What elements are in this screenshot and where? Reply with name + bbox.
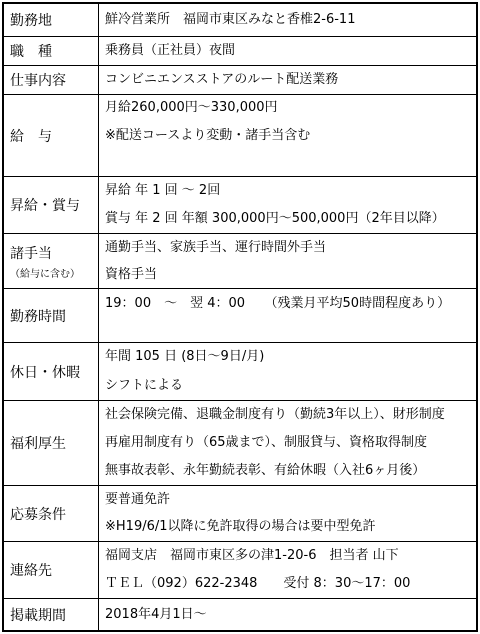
posting-period-label: 掲載期間 <box>4 599 99 630</box>
row-salary <box>4 95 476 177</box>
contact-value: 福岡支店 福岡市東区多の津1-20-6 担当者 山下 ＴＥＬ（092）622-2348 受付 8：30～17：00 <box>105 548 411 591</box>
benefits-value: 社会保険完備、退職金制度有り（勤続3年以上）、財形制度 再雇用制度有り（65歳まで）、制服貸与、資格取得制度 無事故表彰、永年勤続表彰、有給休暇（入社6ヶ月後） <box>105 407 445 478</box>
holidays-value: 年間 105 日 (8日～9日/月) シフトによる <box>105 349 265 393</box>
requirements-label: 応募条件 <box>4 486 99 541</box>
raise-bonus-label: 昇給・賞与 <box>4 177 99 233</box>
allowances-sublabel: （給与に含む） <box>10 268 80 280</box>
row-allowances <box>4 234 476 289</box>
allowances-value: 通勤手当、家族手当、運行時間外手当 資格手当 <box>105 239 327 282</box>
holidays-label: 休日・休暇 <box>4 343 99 400</box>
working-hours-label: 勤務時間 <box>4 289 99 342</box>
salary-label: 給 与 <box>4 95 99 176</box>
posting-period-value: 2018年4月1日～ <box>105 606 207 622</box>
row-requirements <box>4 486 476 542</box>
salary-value: 月給260,000円～330,000円 ※配送コースより変動・諸手当含む <box>105 100 311 143</box>
working-hours-value: 19：00 ～ 翌 4：00 （残業月平均50時間程度あり） <box>105 296 451 311</box>
raise-bonus-value: 昇給 年 1 回 ～ 2回 賞与 年 2 回 年額 300,000円～500,000円（2年目以降） <box>105 183 445 226</box>
row-working-hours <box>4 289 476 343</box>
benefits-label: 福利厚生 <box>4 401 99 485</box>
job-description-label: 仕事内容 <box>4 66 99 94</box>
row-work-location <box>4 4 476 37</box>
work-location-label: 勤務地 <box>4 4 99 36</box>
job-type-value: 乗務員（正社員）夜間 <box>105 43 236 58</box>
work-location-value: 鮮冷営業所 福岡市東区みなと香椎2-6-11 <box>105 12 356 27</box>
job-type-label: 職 種 <box>4 37 99 65</box>
row-raise-bonus <box>4 177 476 234</box>
row-contact <box>4 542 476 599</box>
row-job-type <box>4 37 476 66</box>
job-posting-table <box>2 2 478 632</box>
row-holidays <box>4 343 476 401</box>
requirements-value: 要普通免許 ※H19/6/1以降に免許取得の場合は要中型免許 <box>105 491 376 535</box>
row-posting-period <box>4 599 476 630</box>
job-description-value: コンビニエンスストアのルート配送業務 <box>105 72 339 87</box>
row-job-description <box>4 66 476 95</box>
row-benefits <box>4 401 476 486</box>
contact-label: 連絡先 <box>4 542 99 598</box>
allowances-label: 諸手当 （給与に含む） <box>4 234 99 288</box>
